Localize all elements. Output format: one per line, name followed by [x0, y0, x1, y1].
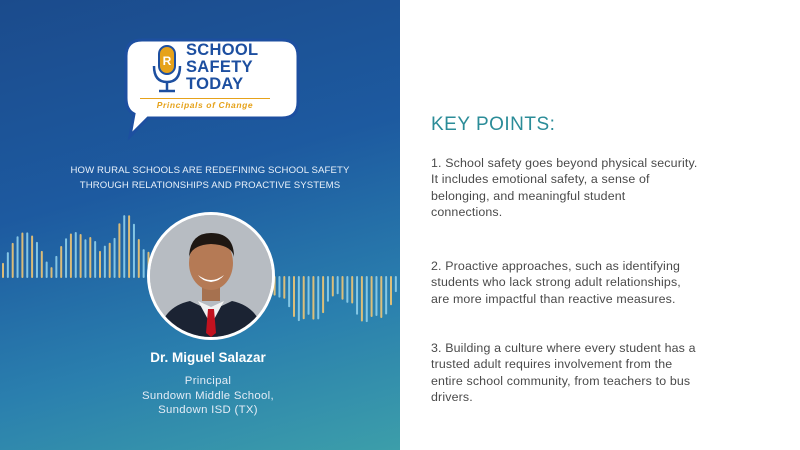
- episode-title-line2: THROUGH RELATIONSHIPS AND PROACTIVE SYSTEMS: [79, 180, 341, 191]
- episode-title-line1: HOW RURAL SCHOOLS ARE REDEFINING SCHOOL SAFETY: [70, 165, 350, 176]
- key-point-line: 2. Proactive approaches, such as identifying: [431, 259, 681, 273]
- key-point-line: 3. Building a culture where every student has a: [431, 341, 696, 355]
- episode-title: [40, 163, 380, 193]
- logo-title-line2: SAFETY: [186, 58, 253, 76]
- guest-headshot: [147, 212, 275, 340]
- key-point-2: [431, 258, 776, 307]
- guest-district: Sundown ISD (TX): [158, 404, 258, 416]
- logo-tagline: Principals of Change: [140, 98, 270, 110]
- key-point-line: 1. School safety goes beyond physical security.: [431, 156, 698, 170]
- key-point-3: [431, 340, 776, 406]
- key-point-line: entire school community, from teachers to bus: [431, 373, 691, 388]
- microphone-icon: [150, 44, 184, 101]
- key-point-line: belonging, and meaningful student: [431, 188, 626, 203]
- key-point-line: It includes emotional safety, a sense of: [431, 172, 650, 187]
- key-points-panel: [400, 0, 800, 450]
- key-point-line: drivers.: [431, 390, 473, 405]
- logo-title-line1: SCHOOL: [186, 41, 259, 59]
- key-point-line: trusted adult requires involvement from the: [431, 357, 673, 372]
- key-points-heading: KEY POINTS:: [431, 114, 556, 135]
- guest-name: Dr. Miguel Salazar: [150, 350, 266, 365]
- key-point-line: students who lack strong adult relationships,: [431, 275, 681, 290]
- mic-letter: R: [162, 54, 172, 68]
- key-point-line: are more impactful than reactive measures.: [431, 291, 676, 306]
- podcast-logo-title: [186, 42, 258, 93]
- guest-role: Principal: [184, 375, 232, 387]
- key-point-line: connections.: [431, 205, 503, 220]
- logo-title-line3: TODAY: [186, 75, 244, 93]
- guest-school: Sundown Middle School,: [142, 389, 274, 402]
- key-point-1: [431, 155, 776, 221]
- guest-info: [80, 374, 336, 418]
